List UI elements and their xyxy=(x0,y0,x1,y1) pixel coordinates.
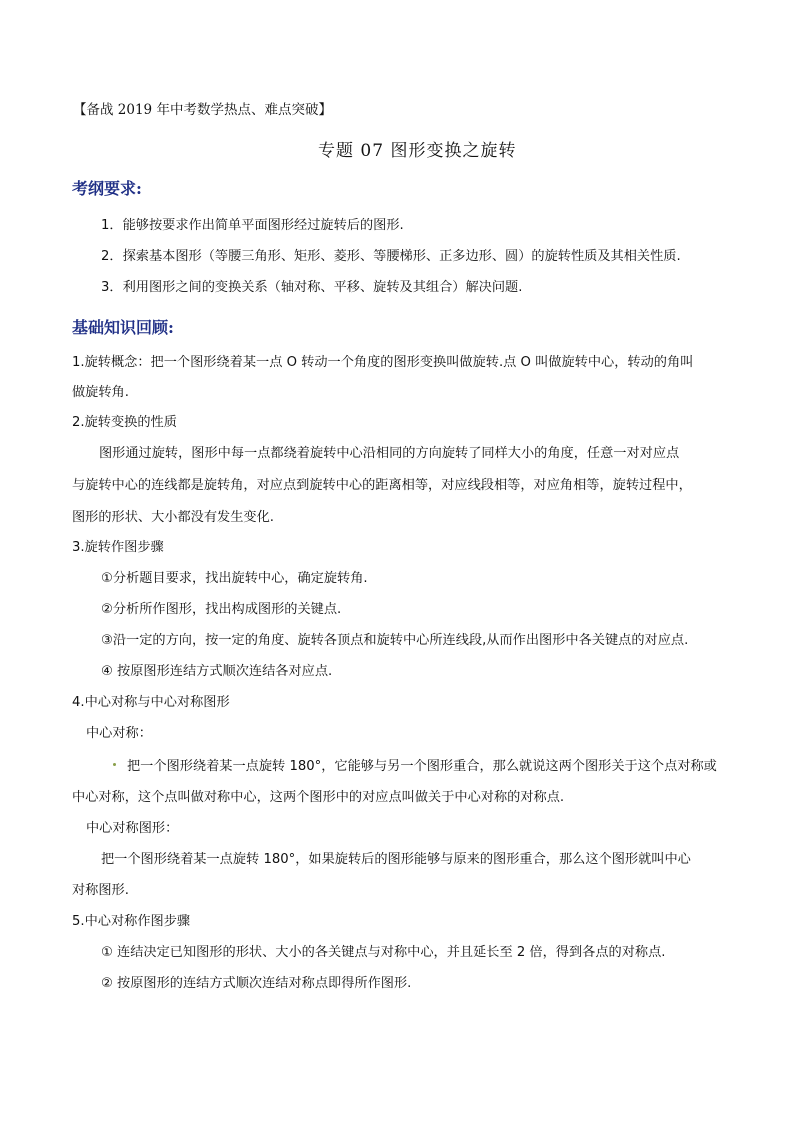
bullet-marker xyxy=(113,763,116,766)
central-symmetry-line-1: 把一个图形绕着某一点旋转 180°，它能够与另一个图形重合，那么就说这两个图形关于这个点对称或 xyxy=(127,759,717,774)
central-symmetric-figure-subtitle: 中心对称图形： xyxy=(86,821,179,836)
kaogang-item-1: 1．能够按要求作出简单平面图形经过旋转后的图形. xyxy=(101,218,404,233)
paragraph-3-step-2: ②分析所作图形，找出构成图形的关键点. xyxy=(101,602,342,617)
paragraph-1-line-1: 1.旋转概念：把一个图形绕着某一点 O 转动一个角度的图形变换叫做旋转.点 O 叫做旋转中心，转动的角叫 xyxy=(72,355,694,370)
section-heading-kaogang: 考纲要求: xyxy=(72,179,142,198)
paragraph-3-step-3: ③沿一定的方向，按一定的角度、旋转各顶点和旋转中心所连线段,从而作出图形中各关键点的对应点. xyxy=(101,633,689,648)
central-symmetry-subtitle: 中心对称： xyxy=(86,726,152,741)
paragraph-5-step-2: ② 按原图形的连结方式顺次连结对称点即得所作图形. xyxy=(101,976,412,991)
paragraph-3-step-1: ①分析题目要求，找出旋转中心，确定旋转角. xyxy=(101,571,368,586)
paragraph-5-title: 5.中心对称作图步骤 xyxy=(72,914,191,929)
paragraph-2-title: 2.旋转变换的性质 xyxy=(72,415,177,430)
page-title: 专题 07 图形变换之旋转 xyxy=(318,141,517,161)
central-symmetric-figure-line-2: 对称图形. xyxy=(72,883,129,898)
paragraph-4-title: 4.中心对称与中心对称图形 xyxy=(72,695,230,710)
central-symmetry-line-2: 中心对称，这个点叫做对称中心，这两个图形中的对应点叫做关于中心对称的对称点. xyxy=(72,790,565,805)
paragraph-2-line-1: 图形通过旋转，图形中每一点都绕着旋转中心沿相同的方向旋转了同样大小的角度，任意一对对应点 xyxy=(99,446,680,461)
section-heading-jichu: 基础知识回顾: xyxy=(72,318,174,337)
paragraph-2-line-3: 图形的形状、大小都没有发生变化. xyxy=(72,510,275,525)
paragraph-1-line-2: 做旋转角. xyxy=(72,385,129,400)
kaogang-item-2: 2．探索基本图形（等腰三角形、矩形、菱形、等腰梯形、正多边形、圆）的旋转性质及其相关性质. xyxy=(101,249,681,264)
central-symmetric-figure-line-1: 把一个图形绕着某一点旋转 180°，如果旋转后的图形能够与原来的图形重合，那么这个图形就叫中心 xyxy=(101,852,691,867)
kaogang-item-3: 3．利用图形之间的变换关系（轴对称、平移、旋转及其组合）解决问题. xyxy=(101,280,523,295)
header-tag: 【备战 2019 年中考数学热点、难点突破】 xyxy=(73,102,332,118)
paragraph-5-step-1: ① 连结决定已知图形的形状、大小的各关键点与对称中心，并且延长至 2 倍，得到各点的对称点. xyxy=(101,945,666,960)
paragraph-3-step-4: ④ 按原图形连结方式顺次连结各对应点. xyxy=(101,664,333,679)
paragraph-2-line-2: 与旋转中心的连线都是旋转角，对应点到旋转中心的距离相等，对应线段相等，对应角相等，旋转过程中， xyxy=(72,478,692,493)
paragraph-3-title: 3.旋转作图步骤 xyxy=(72,540,164,555)
